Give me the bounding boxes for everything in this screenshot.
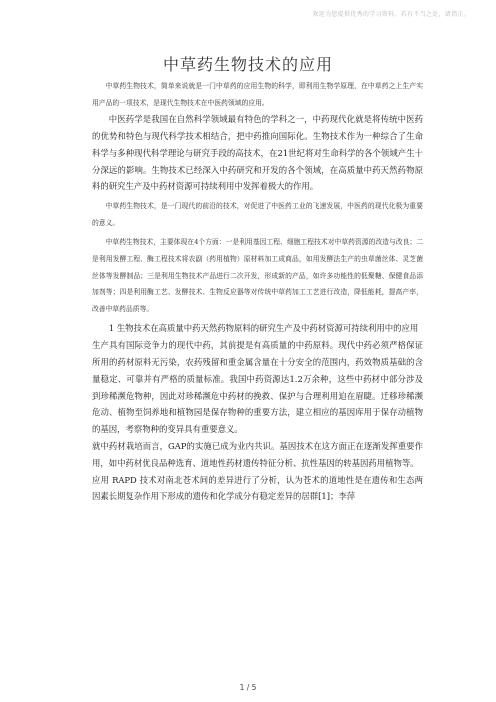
- page-title: 中草药生物技术的应用: [162, 55, 333, 74]
- paragraph-background: 中医药学是我国在自然科学领域最有特色的学科之一，中药现代化就是将传统中医药的优势和特色与现代科学技术相结合，把中药推向国际化。生物技术作为一种综合了生命科学与多种现代科学理论与研究手段的高技术，在21世纪将对生命科学的各个领域产生十分深远的影响。生物技术已经深入中药研究和开发的各个领域，在高质量中药天然药物原料的研究生产及中药材资源可持续利用中发挥着极大的作用。: [92, 114, 423, 192]
- page-number: 1 / 5: [239, 683, 257, 692]
- header-watermark: 欢迎为您提供优秀的学习资料，若有不当之处，请指正。: [312, 11, 470, 18]
- paragraph-gap: 就中药材栽培而言，GAP的实施已成为业内共识。基因技术在这方面正在逐渐发挥重要作用，如中药材优良品种选育、道地性药材遗传特征分析、抗性基因的转基因药用植物等。: [92, 440, 423, 468]
- paragraph-intro: 中草药生物技术，简单来说就是一门中草药的应用生物的科学，即利用生物学原理，在中草药之上生产实用产品的一项技术，是现代生物技术在中医药领域的应用。: [92, 82, 423, 107]
- paragraph-significance: 中草药生物技术，是一门现代的前沿的技术，对促进了中医药工业的飞速发展，中医药的现代化极为重要的意义。: [92, 202, 423, 227]
- document-body: [92, 78, 423, 505]
- section-heading: 1 生物技术在高质量中药天然药物原料的研究生产及中药材资源可持续利用中的应用: [108, 323, 419, 334]
- paragraph-raw-materials: 生产具有国际竞争力的现代中药，其前提是有高质量的中药原料。现代中药必须严格保证所用的药材原料无污染，农药残留和重金属含量在十分安全的范围内，药效物质基础的含量稳定、可靠并有严格的质量标准。我国中药资源达1.2万余种，这些中药材中部分涉及到珍稀濒危物种，因此对珍稀濒危中药材的挽救、保护与合理利用迫在眉睫。迁移珍稀濒危动、植物至饲养地和植物园是保存物种的重要方法，建立相应的基因库用于保存动植物的基因，考察物种的变异具有重要意义。: [92, 340, 423, 435]
- paragraph-rapd: 应用 RAPD 技术对南北苍术间的差异进行了分析，认为苍术的道地性是在遗传和生态两因素长期复杂作用下形成的遗传和化学成分有稳定差异的居群[1]；李萍: [92, 474, 423, 502]
- paragraph-four-aspects: 中草药生物技术，主要体现在4个方面：一是利用基因工程、细胞工程技术对中草药资源的改造与改良；二是利用发酵工程、酶工程技术将农副（药用植物）原材料加工成商品，如用发酵法生产的虫草菌丝体、灵芝菌丝体等发酵制品；三是利用生物技术产品进行二次开发，形成新的产品，如许多功能性的低聚糖、保健食品添加剂等；四是利用酶工艺、发酵技术、生物反应器等对传统中草药加工工艺进行改造，降低能耗，提高产率，改善中草药品质等。: [92, 238, 423, 313]
